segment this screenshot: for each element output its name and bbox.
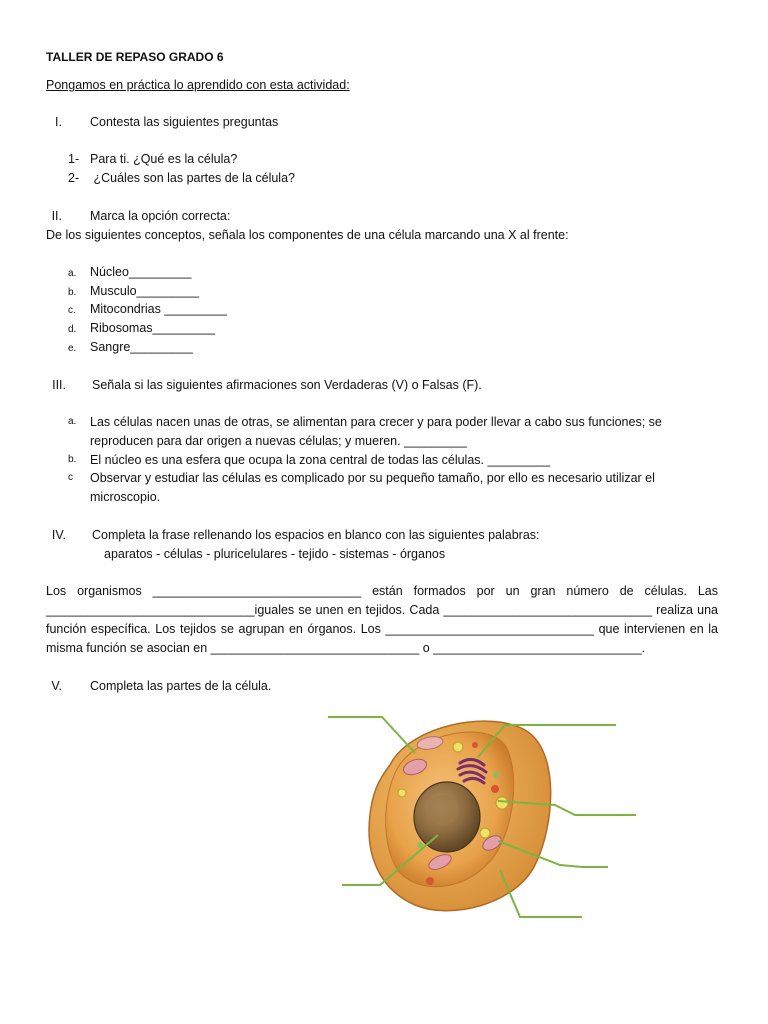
section-1-heading <box>18 113 278 132</box>
option-e <box>68 338 193 359</box>
nucleolus <box>427 795 459 825</box>
section-3-roman: III. <box>52 378 66 392</box>
fill-in-paragraph: Los organismos ______________________________ están formados por un gran número de células. Las ______________________________iguales se unen en tejidos. Cada ______________________________ realiza una función específica. Los tejidos se agrupan en órganos. Los ______________________________ que intervienen en la misma función se asocian en ______________________________ o ______________________________. <box>46 584 718 655</box>
option-c <box>68 300 227 321</box>
section-2-heading <box>18 207 230 226</box>
question-1 <box>68 150 237 169</box>
cell-diagram <box>320 705 650 925</box>
question-2 <box>68 169 295 188</box>
option-e-letter: e. <box>68 343 77 354</box>
section-2-title: Marca la opción correcta: <box>90 209 231 223</box>
section-3-title: Señala si las siguientes afirmaciones son Verdaderas (V) o Falsas (F). <box>92 378 482 392</box>
worksheet-title: TALLER DE REPASO GRADO 6 <box>46 50 224 64</box>
statement-b-text: El núcleo es una esfera que ocupa la zona central de todas las células. _________ <box>90 453 551 467</box>
statement-c-letter: c <box>68 472 73 483</box>
section-4-roman: IV. <box>51 528 66 542</box>
option-c-letter: c. <box>68 305 76 316</box>
statement-c-text: Observar y estudiar las células es complicado por su pequeño tamaño, por ello es necesario utilizar el microscopio. <box>90 471 655 504</box>
section-5-title: Completa las partes de la célula. <box>90 679 272 693</box>
section-2-instruction: De los siguientes conceptos, señala los componentes de una célula marcando una X al frente: <box>46 228 569 242</box>
section-3-heading <box>18 376 482 395</box>
section-1-title: Contesta las siguientes preguntas <box>90 115 279 129</box>
option-a <box>68 263 191 284</box>
option-b-text: Musculo_________ <box>90 284 200 298</box>
option-a-text: Núcleo_________ <box>90 265 192 279</box>
question-1-number: 1- <box>68 152 80 166</box>
statement-a-letter: a. <box>68 416 77 427</box>
question-1-text: Para ti. ¿Qué es la célula? <box>90 152 238 166</box>
statement-b-letter: b. <box>68 454 77 465</box>
option-a-letter: a. <box>68 268 77 279</box>
worksheet-intro: Pongamos en práctica lo aprendido con esta actividad: <box>46 78 350 92</box>
question-2-number: 2- <box>68 171 80 185</box>
option-b-letter: b. <box>68 287 77 298</box>
section-2-roman: II. <box>51 209 62 223</box>
section-5-roman: V. <box>51 679 62 693</box>
section-1-roman: I. <box>55 115 62 129</box>
option-c-text: Mitocondrias _________ <box>90 302 227 316</box>
section-5-heading <box>18 677 271 696</box>
section-4-heading <box>18 526 540 545</box>
word-bank: aparatos - células - pluricelulares - tejido - sistemas - órganos <box>104 547 446 561</box>
section-4-title: Completa la frase rellenando los espacios en blanco con las siguientes palabras: <box>92 528 540 542</box>
option-d-letter: d. <box>68 324 77 335</box>
question-2-text: ¿Cuáles son las partes de la célula? <box>90 171 295 185</box>
option-d-text: Ribosomas_________ <box>90 321 216 335</box>
option-d <box>68 319 215 340</box>
statement-a-text: Las células nacen unas de otras, se alimentan para crecer y para poder llevar a cabo sus funciones; se reproducen para dar origen a nuevas células; y mueren. _________ <box>90 415 662 448</box>
option-e-text: Sangre_________ <box>90 340 193 354</box>
